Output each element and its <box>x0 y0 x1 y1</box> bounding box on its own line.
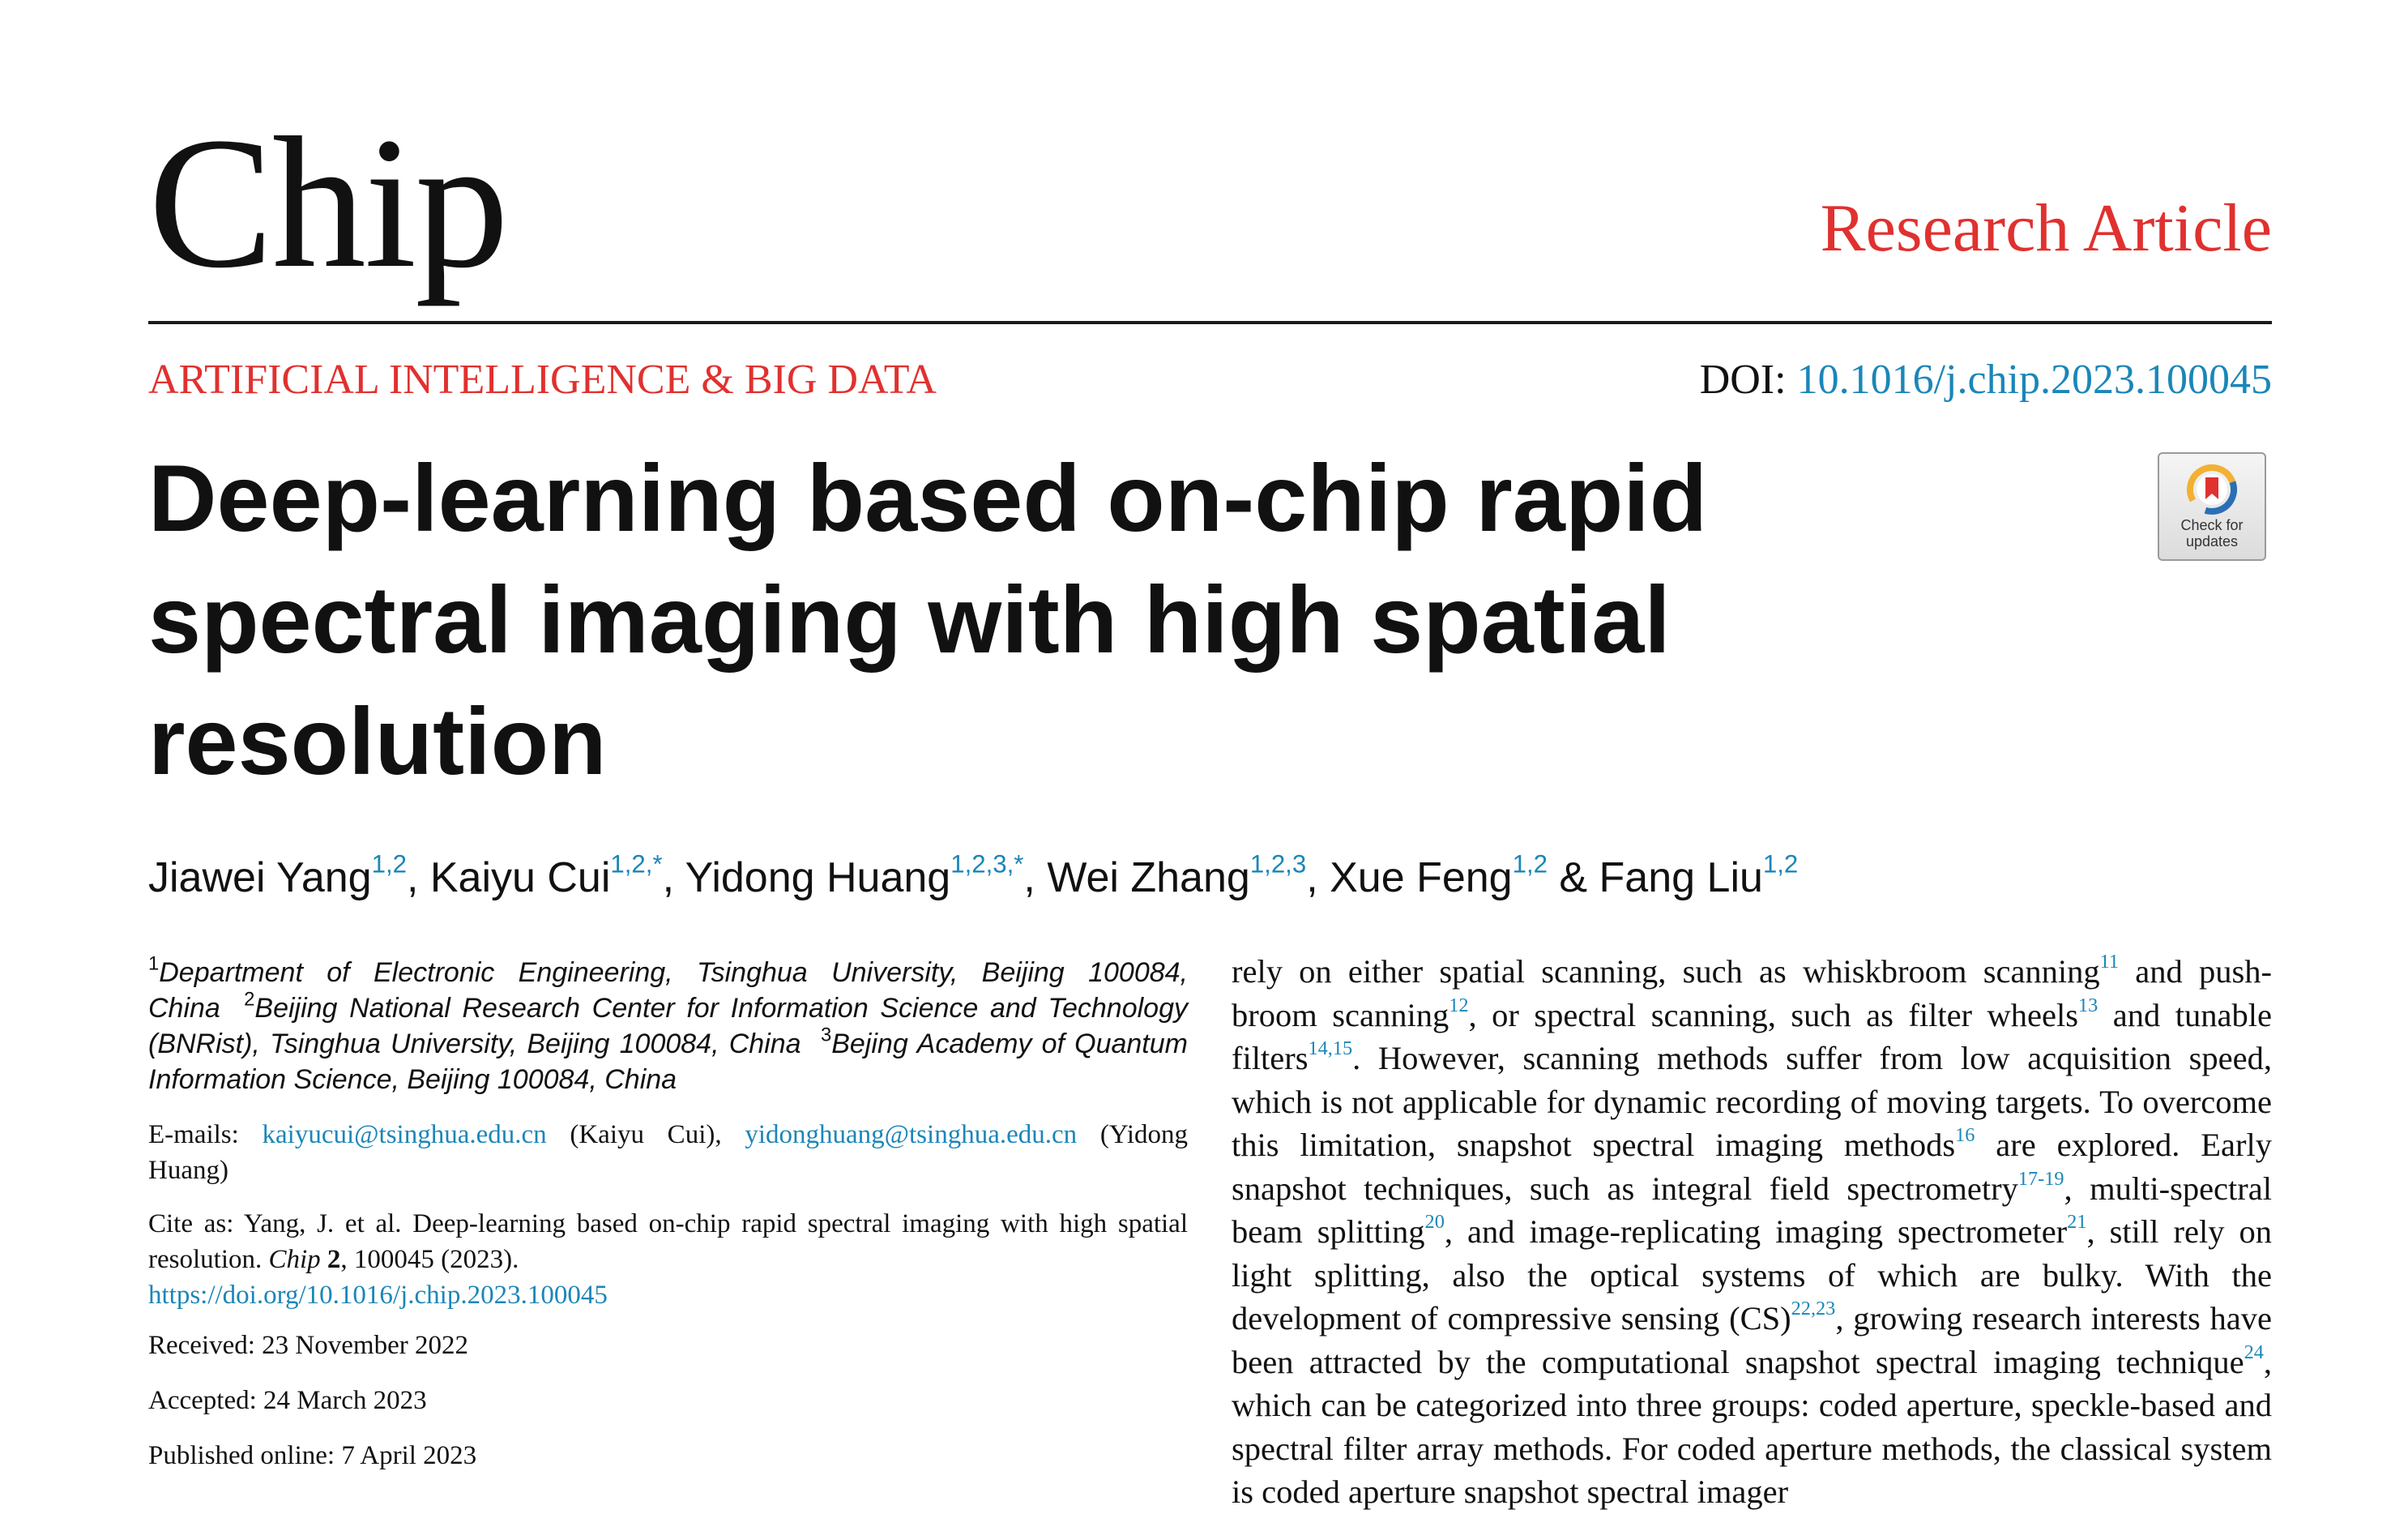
publication-dates <box>148 1328 1188 1473</box>
reference-link[interactable]: 20 <box>1424 1210 1445 1233</box>
citation <box>148 1206 1188 1313</box>
author-affiliation: 1,2,3 <box>1249 849 1307 879</box>
emails <box>148 1117 1188 1188</box>
badge-line-1: Check for <box>2180 517 2244 533</box>
reference-link[interactable]: 22,23 <box>1791 1297 1836 1319</box>
citation-text: , 100045 (2023). <box>340 1245 519 1274</box>
article-title: Deep-learning based on-chip rapid spectral imaging with high spatial resolution <box>148 445 1708 794</box>
received-date: Received: 23 November 2022 <box>148 1331 468 1360</box>
author-name: Jiawei Yang <box>148 854 372 901</box>
citation-journal: Chip <box>268 1245 321 1274</box>
accepted-date: Accepted: 24 March 2023 <box>148 1386 427 1415</box>
email-link[interactable]: yidonghuang@tsinghua.edu.cn <box>745 1120 1078 1149</box>
header-rule <box>148 321 2272 324</box>
body-text: , which can be categorized into three groups: coded aperture, speckle-based and spectral filter array methods. For coded aperture methods, the classical system is coded aperture snapshot spectral imager <box>1232 1343 2272 1510</box>
author-name: Kaiyu Cui <box>429 854 611 901</box>
published-date: Published online: 7 April 2023 <box>148 1441 477 1470</box>
journal-name: Chip <box>148 99 508 307</box>
reference-link[interactable]: 17-19 <box>2017 1167 2064 1190</box>
email-owner: (Yidong Huang) <box>148 1120 1189 1185</box>
author-affiliation: 1,2 <box>1762 849 1799 879</box>
body-text-column <box>1232 950 2272 1514</box>
author-list <box>148 849 1798 906</box>
bookmark-icon <box>2186 464 2238 515</box>
reference-link[interactable]: 14,15 <box>1308 1037 1353 1059</box>
doi <box>1700 359 2272 401</box>
author-separator: , <box>406 854 430 901</box>
reference-link[interactable]: 13 <box>2078 994 2098 1016</box>
citation-text: Cite as: Yang, J. et al. Deep-learning based on-chip rapid spectral imaging with high spatial resolution. <box>148 1209 1188 1274</box>
email-link[interactable]: kaiyucui@tsinghua.edu.cn <box>262 1120 547 1149</box>
affiliation-number: 1 <box>148 952 160 975</box>
author-name: Wei Zhang <box>1047 854 1250 901</box>
front-matter <box>148 952 1189 1473</box>
check-for-updates-button[interactable] <box>2158 452 2266 561</box>
author-separator: & <box>1547 854 1599 901</box>
body-paragraph <box>1232 950 2272 1514</box>
body-text: , or spectral scanning, such as filter wheels <box>1468 996 2079 1033</box>
author-affiliation: 1,2,* <box>610 849 663 879</box>
author-affiliation: 1,2,3,* <box>950 849 1024 879</box>
reference-link[interactable]: 11 <box>2099 950 2120 973</box>
body-text: and tunable filters <box>1232 996 2272 1076</box>
affiliation-text: Department of Electronic Engineering, Tsinghua University, Beijing 100084, China <box>148 957 1188 1024</box>
author-separator: , <box>1023 854 1048 901</box>
author-separator: , <box>1306 854 1330 901</box>
article-type: Research Article <box>1820 190 2272 266</box>
doi-link[interactable]: 10.1016/j.chip.2023.100045 <box>1796 357 2272 403</box>
body-text: are explored. Early snapshot techniques, such as integral field spectrometry <box>1232 1127 2272 1207</box>
affiliation-number: 2 <box>244 988 255 1011</box>
author-separator: , <box>662 854 685 901</box>
body-text: rely on either spatial scanning, such as whiskbroom scanning <box>1232 953 2100 990</box>
body-text: , growing research interests have been attracted by the computational snapshot spectral imaging technique <box>1232 1300 2272 1380</box>
email-owner: (Kaiyu Cui), <box>546 1120 722 1149</box>
author-name: Yidong Huang <box>685 854 951 901</box>
doi-label: DOI: <box>1699 357 1787 403</box>
emails-label: E-mails: <box>148 1120 239 1149</box>
citation-doi-link[interactable]: https://doi.org/10.1016/j.chip.2023.100045 <box>148 1281 608 1310</box>
author-name: Fang Liu <box>1599 854 1763 901</box>
affiliations <box>148 952 1188 1097</box>
reference-link[interactable]: 21 <box>2067 1210 2087 1233</box>
body-text: , and image-replicating imaging spectrometer <box>1444 1213 2068 1250</box>
affiliation-text: Beijing National Research Center for Information Science and Technology (BNRist), Tsinghua University, Beijing 100084, China <box>148 993 1188 1059</box>
badge-line-2: updates <box>2185 533 2239 550</box>
reference-link[interactable]: 16 <box>1955 1123 1975 1146</box>
author-affiliation: 1,2 <box>371 849 407 879</box>
body-text: . However, scanning methods suffer from low acquisition speed, which is not applicable for dynamic recording of moving targets. To overcome this limitation, snapshot spectral imaging methods <box>1232 1040 2272 1163</box>
body-text: , multi-spectral beam splitting <box>1232 1170 2272 1250</box>
author-affiliation: 1,2 <box>1512 849 1548 879</box>
reference-link[interactable]: 12 <box>1449 994 1469 1016</box>
author-name: Xue Feng <box>1330 854 1513 901</box>
body-text: , still rely on light splitting, also the optical systems of which are bulky. With the development of compressive sensing (CS) <box>1232 1213 2272 1337</box>
affiliation-text: Bejing Academy of Quantum Information Science, Beijing 100084, China <box>148 1029 1188 1095</box>
citation-volume: 2 <box>327 1245 341 1274</box>
section-tag: ARTIFICIAL INTELLIGENCE & BIG DATA <box>148 357 937 403</box>
reference-link[interactable]: 24 <box>2244 1341 2264 1363</box>
affiliation-number: 3 <box>820 1024 832 1046</box>
body-text: and push-broom scanning <box>1232 953 2272 1033</box>
